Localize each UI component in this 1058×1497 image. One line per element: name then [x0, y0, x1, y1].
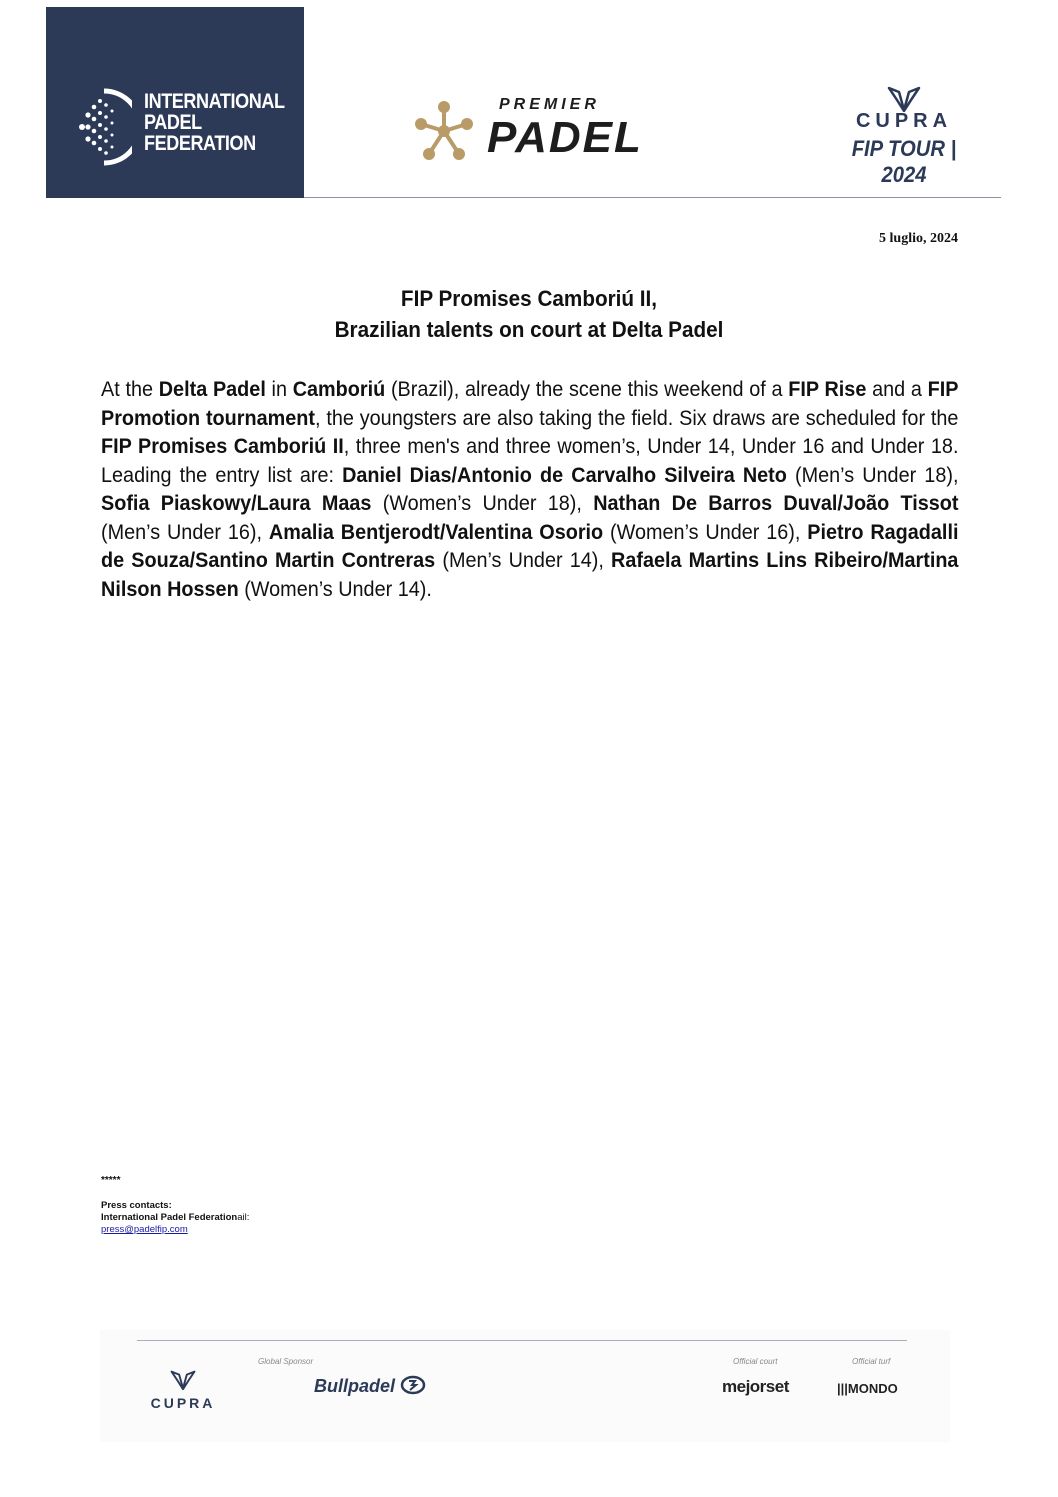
- premier-padel-logo: [413, 96, 703, 166]
- bullpadel-wordmark: Bullpadel: [314, 1376, 396, 1396]
- body-bold-text: Rafaela Martins Lins Ribeiro/Martina Nilson Hossen: [101, 548, 959, 601]
- mejorset-logo: mejorset: [722, 1377, 789, 1396]
- press-contact-org-line: [101, 1212, 249, 1224]
- premier-text: PREMIER: [499, 96, 600, 113]
- bullpadel-logo: [314, 1375, 426, 1397]
- body-bold-text: Daniel Dias/Antonio de Carvalho Silveira Neto: [342, 462, 787, 487]
- fip-logo-line: FEDERATION: [144, 132, 256, 155]
- body-text-run: and a: [866, 377, 928, 401]
- press-contacts: [101, 1200, 249, 1236]
- article-title: [134, 283, 923, 345]
- body-text-run: (Men’s Under 16),: [101, 519, 269, 544]
- official-turf-label: Official turf: [852, 1357, 891, 1366]
- fip-logo-text: [144, 91, 285, 154]
- body-text-run: (Women’s Under 16),: [603, 519, 808, 544]
- body-text-run: in: [265, 377, 293, 401]
- official-court-label: Official court: [733, 1357, 778, 1366]
- mondo-logo: [837, 1381, 898, 1396]
- header-divider: [304, 197, 1001, 198]
- body-bold-text: Pietro Ragadalli de Souza/Santino Martin Contreras: [101, 519, 959, 572]
- body-text-run: , the youngsters are also taking the field. Six draws are scheduled for the: [314, 405, 959, 430]
- press-release-date: 5 luglio, 2024: [879, 231, 958, 246]
- body-bold-text: Amalia Bentjerodt/Valentina Osorio: [268, 519, 604, 544]
- cupra-sponsor-wordmark: CUPRA: [150, 1395, 216, 1411]
- cupra-emblem-icon: [887, 86, 921, 112]
- section-separator: *****: [101, 1175, 121, 1186]
- cupra-fip-tour-logo: [830, 86, 980, 187]
- fip-logo: [46, 7, 304, 198]
- body-text-run: At the: [101, 377, 159, 401]
- body-text-run: (Women’s Under 14).: [238, 576, 432, 601]
- press-contact-org-suffix: ail:: [237, 1212, 250, 1223]
- bullpadel-emblem-icon: [400, 1375, 426, 1395]
- cupra-emblem-icon: [170, 1370, 196, 1390]
- title-line-1: FIP Promises Camboriú II,: [400, 286, 658, 311]
- premier-padel-star-icon: [413, 100, 475, 162]
- press-email-link[interactable]: press@padelfip.com: [101, 1224, 188, 1235]
- body-text-run: (Brazil), already the scene this weekend of a: [385, 377, 789, 401]
- body-text-run: (Men’s Under 18),: [786, 462, 959, 487]
- fip-tour-label: FIP TOUR | 2024: [851, 136, 957, 187]
- body-text-run: , three men's and three women’s, Under 14, Under 16 and Under 18. Leading the entry list are:: [101, 434, 959, 487]
- body-bold-text: FIP Promises Camboriú II: [101, 434, 344, 458]
- footer-divider: [137, 1340, 907, 1341]
- body-bold-text: Sofia Piaskowy/Laura Maas: [101, 491, 372, 515]
- article-body: [101, 375, 958, 603]
- title-line-2: Brazilian talents on court at Delta Padel: [334, 317, 724, 342]
- mondo-wordmark: MONDO: [847, 1381, 898, 1396]
- cupra-wordmark: CUPRA: [855, 110, 953, 132]
- page-header: [0, 0, 1058, 210]
- body-text-run: (Women’s Under 18),: [371, 491, 594, 515]
- body-bold-text: Delta Padel: [158, 377, 266, 401]
- mondo-bars-icon: |||: [837, 1381, 848, 1396]
- body-bold-text: FIP Promotion tournament: [101, 377, 959, 430]
- padel-text: PADEL: [487, 113, 643, 162]
- global-sponsor-label: Global Sponsor: [258, 1357, 314, 1366]
- press-contact-org: International Padel Federation: [101, 1212, 238, 1223]
- body-bold-text: Nathan De Barros Duval/João Tissot: [593, 491, 959, 515]
- fip-logo-line: PADEL: [144, 111, 202, 134]
- body-bold-text: Camboriú: [292, 377, 386, 401]
- body-bold-text: FIP Rise: [788, 377, 867, 401]
- cupra-sponsor-logo: [137, 1370, 229, 1410]
- body-text-run: (Men’s Under 14),: [435, 548, 612, 572]
- padel-ball-icon: [76, 87, 132, 167]
- fip-logo-line: INTERNATIONAL: [144, 90, 285, 113]
- press-contacts-label: Press contacts:: [101, 1200, 172, 1211]
